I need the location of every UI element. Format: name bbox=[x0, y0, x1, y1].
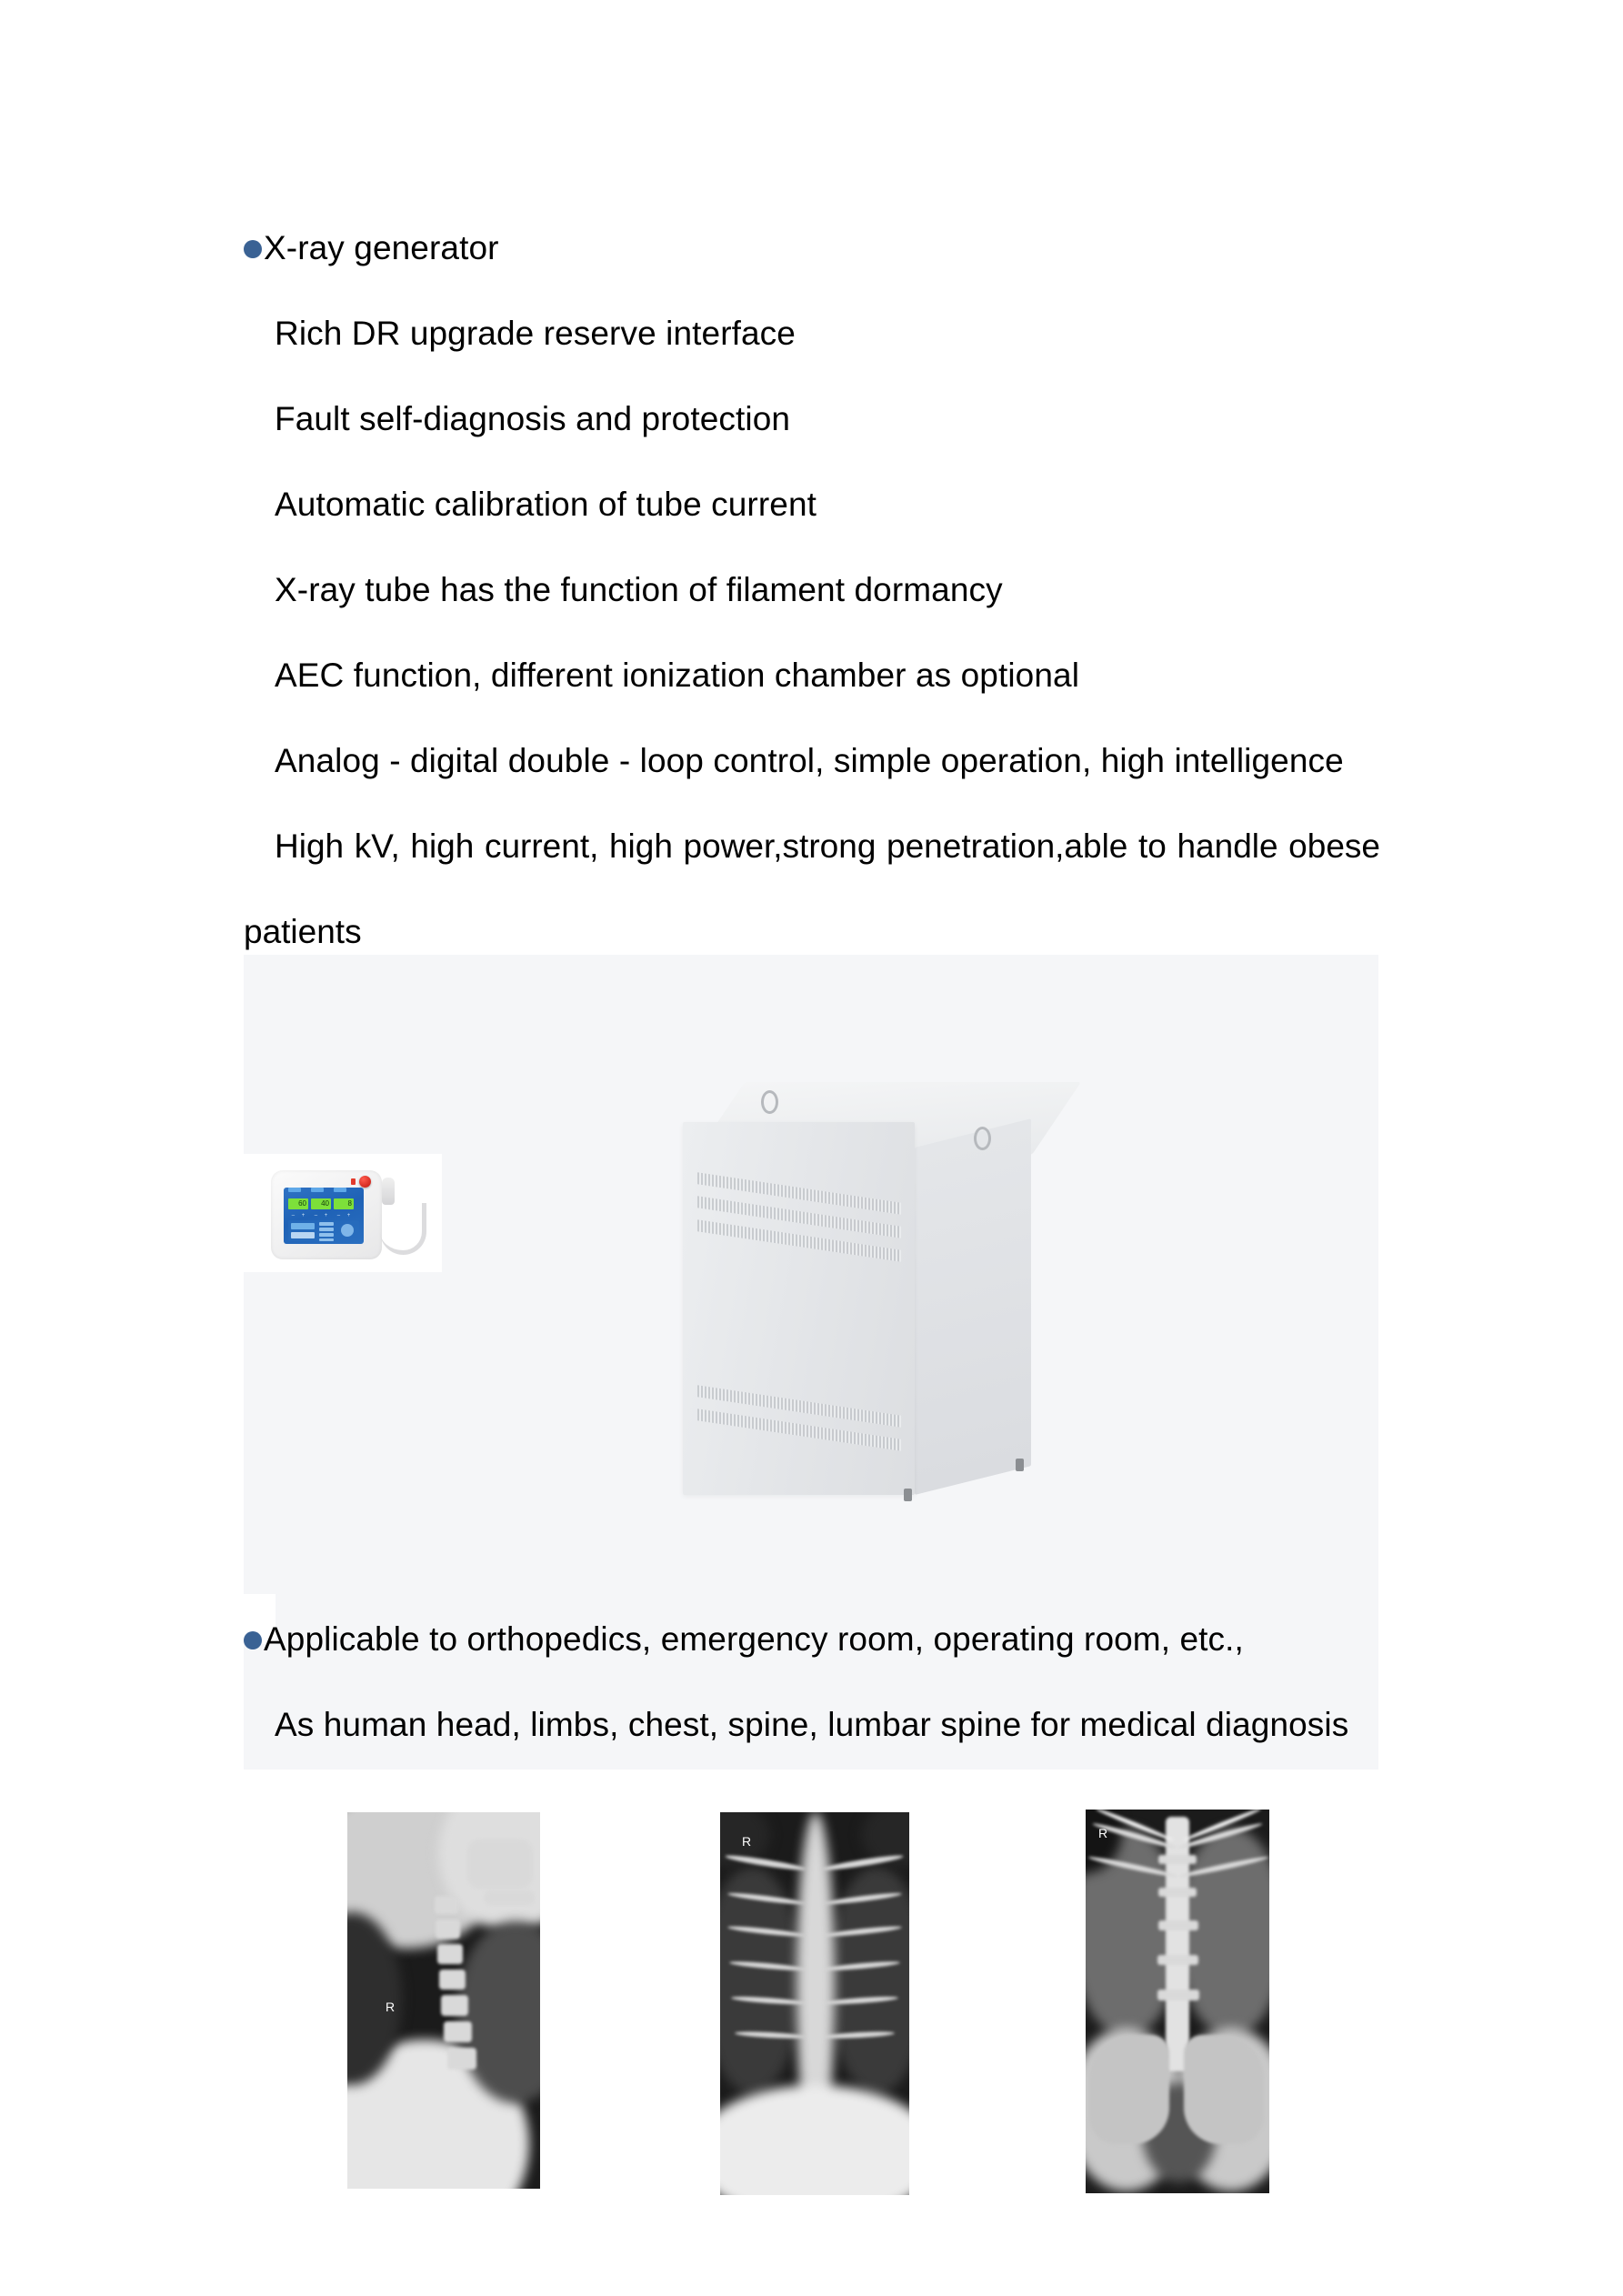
bullet-heading-applications bbox=[244, 1597, 1378, 1682]
lifting-eye-bolt-icon-1 bbox=[761, 1090, 778, 1114]
mode-indicator-tile bbox=[291, 1223, 315, 1229]
preset-tile-4[interactable] bbox=[319, 1238, 334, 1241]
feature-item-3: Automatic calibration of tube current bbox=[275, 486, 817, 523]
lcd-time-value: 8 bbox=[334, 1198, 354, 1209]
applications-subline: As human head, limbs, chest, spine, lumbar spine for medical diagnosis bbox=[275, 1706, 1349, 1743]
feature-item-6: Analog - digital double - loop control, simple operation, high intelligence bbox=[275, 742, 1344, 779]
heading-x-ray-generator: X-ray generator bbox=[264, 229, 499, 266]
preset-tile-2[interactable] bbox=[319, 1228, 334, 1231]
ma-plus-button[interactable]: + bbox=[324, 1212, 328, 1218]
product-image-panel bbox=[244, 955, 1378, 1770]
adjust-button-row bbox=[288, 1212, 354, 1218]
ma-adjust-buttons[interactable] bbox=[311, 1212, 331, 1218]
feature-paragraph-tail: patients bbox=[244, 913, 362, 950]
feature-item-4: X-ray tube has the function of filament dormancy bbox=[275, 571, 1003, 608]
selector-tile bbox=[291, 1232, 315, 1238]
handswitch-cable bbox=[380, 1203, 426, 1255]
xray-marker-1: R bbox=[386, 2000, 396, 2014]
time-adjust-buttons[interactable] bbox=[334, 1212, 354, 1218]
control-console-body bbox=[271, 1170, 382, 1259]
heading-applicable-to: Applicable to orthopedics, emergency room, operating room, etc., bbox=[264, 1620, 1244, 1658]
console-lower-panel bbox=[288, 1220, 359, 1241]
xray-marker-2: R bbox=[742, 1834, 752, 1849]
x-ray-generator-cabinet-image bbox=[683, 1082, 1065, 1519]
lcd-ma-value: 40 bbox=[311, 1198, 331, 1209]
bullet-point-icon-2 bbox=[244, 1631, 262, 1649]
feature-item-2: Fault self-diagnosis and protection bbox=[275, 400, 791, 437]
xray-marker-3: R bbox=[1098, 1826, 1108, 1840]
handswitch-icon bbox=[382, 1178, 395, 1205]
ma-minus-button[interactable]: – bbox=[314, 1212, 318, 1218]
lcd-label-3 bbox=[334, 1188, 346, 1192]
time-minus-button[interactable]: – bbox=[336, 1212, 341, 1218]
kv-adjust-buttons[interactable] bbox=[288, 1212, 308, 1218]
feature-item-5: AEC function, different ionization chamber as optional bbox=[275, 657, 1080, 694]
cabinet-foot-1 bbox=[904, 1489, 912, 1501]
preset-tile-1[interactable] bbox=[319, 1222, 334, 1226]
power-led-icon bbox=[351, 1178, 356, 1185]
feature-item-1: Rich DR upgrade reserve interface bbox=[275, 315, 796, 352]
preset-tile-3[interactable] bbox=[319, 1233, 334, 1237]
lateral-cervical-spine-xray bbox=[347, 1812, 540, 2189]
emergency-stop-button-icon bbox=[359, 1176, 371, 1188]
lifting-eye-bolt-icon-2 bbox=[974, 1127, 991, 1150]
pa-chest-xray bbox=[720, 1812, 909, 2195]
bullet-point-icon bbox=[244, 240, 262, 258]
lcd-kv-value: 60 bbox=[288, 1198, 308, 1209]
applications-text-block bbox=[244, 1597, 1378, 1768]
kv-plus-button[interactable]: + bbox=[301, 1212, 306, 1218]
kv-minus-button[interactable]: – bbox=[291, 1212, 296, 1218]
cabinet-side-face bbox=[915, 1118, 1031, 1495]
cabinet-foot-2 bbox=[1016, 1459, 1024, 1471]
feature-text-block bbox=[244, 206, 1380, 975]
feature-paragraph-justified: High kV, high current, high power,strong penetration,able to handle obese bbox=[275, 827, 1380, 865]
time-plus-button[interactable]: + bbox=[346, 1212, 351, 1218]
lcd-label-1 bbox=[288, 1188, 301, 1192]
anatomical-program-icon[interactable] bbox=[341, 1224, 354, 1237]
console-touchscreen bbox=[284, 1188, 364, 1244]
ap-lumbar-spine-pelvis-xray bbox=[1086, 1810, 1269, 2193]
cabinet-front-face bbox=[683, 1122, 915, 1495]
bullet-heading-generator bbox=[244, 206, 1380, 291]
lcd-readout-row bbox=[288, 1193, 354, 1211]
lcd-label-2 bbox=[311, 1188, 324, 1192]
control-console-photo bbox=[244, 1154, 442, 1272]
